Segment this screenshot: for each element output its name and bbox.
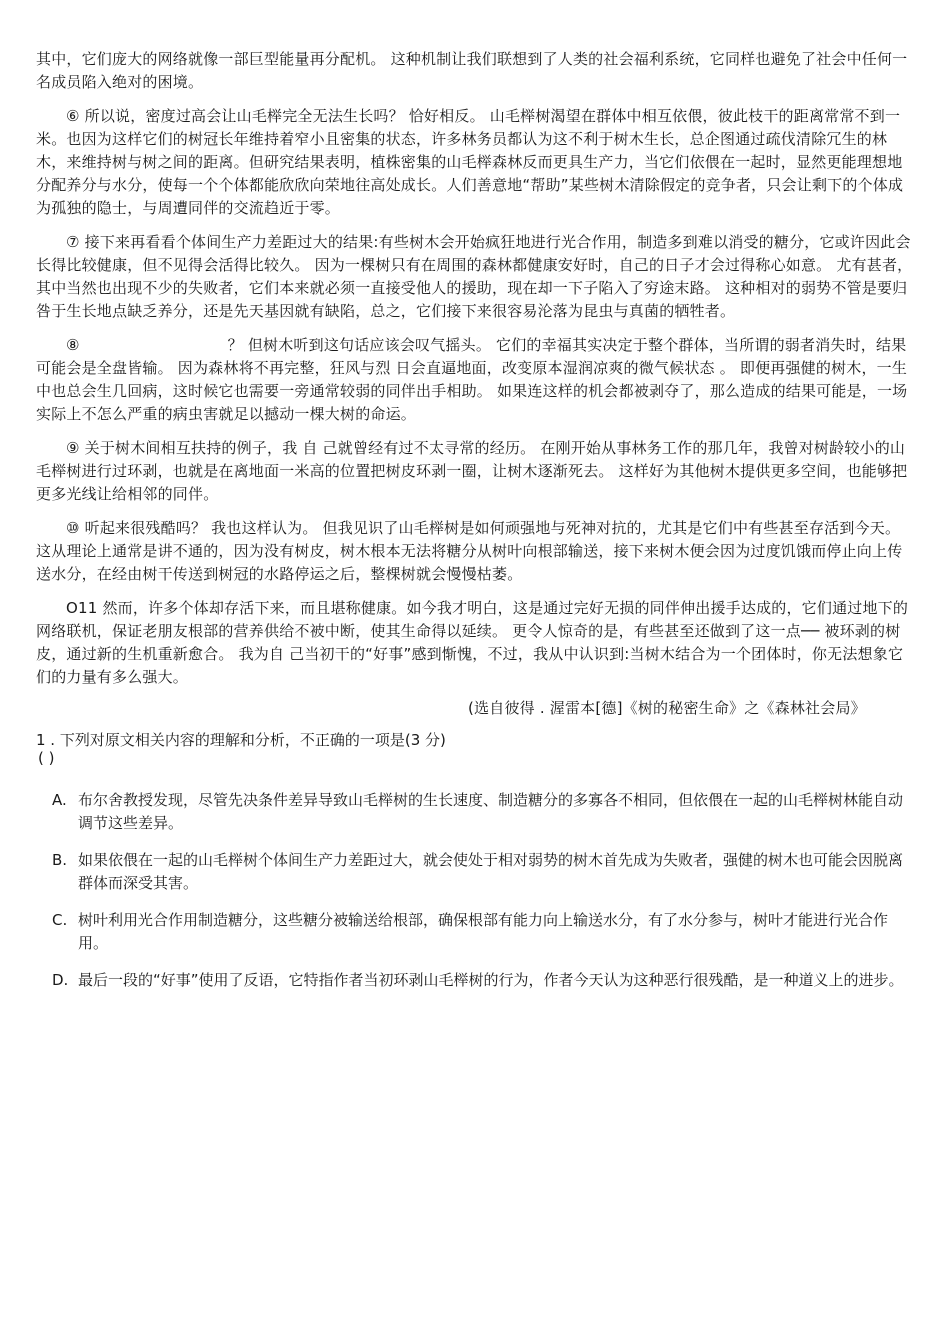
question-stem — [36, 731, 916, 767]
paragraph-11: O11 然而，许多个体却存活下来，而且堪称健康。如今我才明白，这是通过完好无损的同伴伸出援手达成的，它们通过地下的网络联机，保证老朋友根部的营养供给不被中断，使其生命得以延续。 更令人惊奇的是，有些甚至还做到了这一点── 被环剥的树皮，通过新的生机重新愈合。 我为自 己当初干的“好事”感到惭愧，不过，我从中认识到:当树木结合为一个团体时，你无法想象它们的力量有多么强大。 — [36, 599, 909, 686]
paragraph-7: ⑦ 接下来再看看个体间生产力差距过大的结果:有些树木会开始疯狂地进行光合作用，制造多到难以消受的糖分，它或许因此会长得比较健康，但不见得会活得比较久。 因为一棵树只有在周围的森林都健康安好时，自己的日子才会过得称心如意。 尤有甚者，其中当然也出现不少的失败者，它们本来就必须一直接受他人的援助，现在却一下子陷入了穷途末路。 这种相对的弱势不管是要归咎于生长地点缺乏养分，还是先天基因就有缺陷，总之，它们接下来很容易沦落为昆虫与真菌的牺牲者。 — [36, 233, 913, 320]
option-letter: C. — [52, 911, 68, 929]
paragraph-8 — [36, 334, 916, 426]
option-letter: B. — [52, 851, 68, 869]
option-text: 最后一段的“好事”使用了反语，它特指作者当初环剥山毛榉树的行为，作者今天认为这种恶行很残酷，是一种道义上的进步。 — [78, 971, 904, 989]
paragraph-8-number: ⑧ — [66, 336, 80, 354]
paragraph-continuation: 其中，它们庞大的网络就像一部巨型能量再分配机。 这种机制让我们联想到了人类的社会福利系统，它同样也避免了社会中任何一名成员陷入绝对的困境。 — [36, 50, 908, 91]
option-d — [36, 969, 916, 992]
option-text: 布尔舍教授发现，尽管先决条件差异导致山毛榉树的生长速度、制造糖分的多寡各不相同，但依偎在一起的山毛榉树林能自动调节这些差异。 — [78, 791, 904, 832]
option-c — [36, 909, 916, 955]
answer-paren: ( ) — [38, 749, 55, 767]
option-b — [36, 849, 916, 895]
document-page — [36, 48, 916, 1006]
paragraph-6: ⑥ 所以说，密度过高会让山毛榉完全无法生长吗？ 恰好相反。 山毛榉树渴望在群体中相互依偎，彼此枝干的距离常常不到一米。也因为这样它们的树冠长年维持着窄小且密集的状态，许多林务员都认为这不利于树木生长，总企图通过疏伐清除冗生的林木，来维持树与树之间的距离。但研究结果表明，植株密集的山毛榉森林反而更具生产力，当它们依偎在一起时，显然更能理想地分配养分与水分，使每一个个体都能欣欣向荣地往高处成长。人们善意地“帮助”某些树木清除假定的竞争者，只会让剩下的个体成为孤独的隐士，与周遭同伴的交流趋近于零。 — [36, 107, 904, 217]
source-citation: (选自彼得 . 渥雷本[德]《树的秘密生命》之《森林社会局》 — [468, 699, 866, 717]
question-stem-text: 1 . 下列对原文相关内容的理解和分析，不正确的一项是(3 分) — [36, 731, 446, 749]
option-letter: D. — [52, 971, 69, 989]
option-a — [36, 789, 916, 835]
paragraph-10: ⑩ 听起来很残酷吗？ 我也这样认为。 但我见识了山毛榉树是如何顽强地与死神对抗的，尤其是它们中有些甚至存活到今天。 这从理论上通常是讲不通的，因为没有树皮，树木根本无法将糖分从树叶向根部输送，接下来树木便会因为过度饥饿而停止向上传送水分，在经由树干传送到树冠的水路停运之后，整棵树就会慢慢枯萎。 — [36, 519, 903, 583]
option-text: 如果依偎在一起的山毛榉树个体间生产力差距过大，就会使处于相对弱势的树木首先成为失败者，强健的树木也可能会因脱离群体而深受其害。 — [78, 851, 904, 892]
option-letter: A. — [52, 791, 67, 809]
paragraph-9: ⑨ 关于树木间相互扶持的例子，我 自 己就曾经有过不太寻常的经历。 在刚开始从事林务工作的那几年，我曾对树龄较小的山毛榉树进行过环剥，也就是在离地面一米高的位置把树皮环剥一圈，让树木逐渐死去。 这样好为其他树木提供更多空间，也能够把更多光线让给相邻的同伴。 — [36, 439, 908, 503]
paragraph-8-text: ？ 但树木听到这句话应该会叹气摇头。 它们的幸福其实决定于整个群体，当所谓的弱者消失时，结果可能会是全盘皆输。 因为森林将不再完整，狂风与烈 日会直逼地面，改变原本湿润凉爽的微气候状态 。 即便再强健的树木，一生中也总会生几回病，这时候它也需要一旁通常较弱的同伴出手相助。 如果连这样的机会都被剥夺了，那么造成的结果可能是，一场实际上不怎么严重的病虫害就足以撼动一棵大树的命运。 — [36, 336, 908, 423]
option-text: 树叶利用光合作用制造糖分，这些糖分被输送给根部，确保根部有能力向上输送水分，有了水分参与，树叶才能进行光合作用。 — [78, 911, 889, 952]
